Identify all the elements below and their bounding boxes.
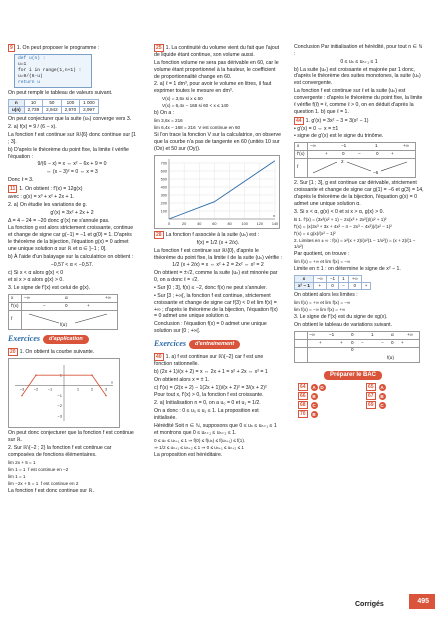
bac-answer-row (366, 392, 424, 400)
text: Si l'on trace la fonction V sur la calculatrice, on observe que la courbe n'a pas de tangente en 60 (unités 10 sur (Ox) et 50 sur (Oy)). (154, 132, 281, 152)
formula: lim f(x) = +∞ et lim f(x) = −∞ (294, 258, 351, 264)
y-tick-label: −3 (57, 413, 62, 419)
table-cell: 10 (24, 100, 43, 107)
x-axis-label: x (111, 379, 113, 385)
formula: −0,57 < α < −0,57. (50, 261, 94, 268)
text: La fonction f est donc continue sur ℝ. (8, 487, 95, 494)
bac-answer-letter: B (312, 411, 316, 417)
exercise-number: 44 (296, 117, 302, 124)
exercise-20 (8, 348, 136, 356)
var-value: α (65, 295, 68, 301)
exercise-25 (154, 44, 282, 59)
text: • g'(x) = 0 ⇔ x = ±1 (294, 125, 339, 132)
bac-answer-row (298, 410, 356, 418)
bac-answer-letter: D (320, 384, 324, 390)
table-cell: 1 000 (80, 100, 99, 107)
var-sign: − (381, 339, 384, 345)
var-sign: + (340, 339, 343, 345)
text: 3. Le signe de f'(x) est celui de g(x). (8, 285, 91, 292)
y-tick-label: −1 (57, 393, 62, 399)
text: La fonction f est continue sur ℝ\{6} donc continue sur [1 ; 3]. (8, 132, 136, 145)
x-tick-label: 120 (256, 221, 264, 226)
volume-chart (154, 155, 280, 229)
bac-answer-letter: A (380, 384, 384, 390)
limit-line (154, 125, 282, 131)
y-tick-label: 1 (59, 372, 62, 378)
table-cell: + (313, 282, 326, 289)
var-label: f (297, 164, 299, 170)
bac-exercise-number: 66 (300, 393, 306, 400)
table-cell: x (295, 275, 314, 282)
var-label: x (297, 143, 300, 149)
bac-answer-row (366, 401, 424, 409)
bac-exercise-number: 67 (368, 393, 374, 400)
var-label: x (11, 295, 14, 301)
var-value: −1 (329, 331, 335, 337)
formula: f'(x) = x g(x)/(x² − 1)² (294, 230, 336, 236)
code-line: return u (18, 80, 41, 86)
var-sign: 0 (65, 303, 68, 309)
band-label: Exercices (8, 334, 40, 344)
var-value: +∞ (407, 331, 413, 337)
formula: lim 2x + 5 = 1 (8, 459, 36, 465)
formula: f(x) = 1/2 (x + 2/x). (196, 239, 240, 246)
var-sign: + (325, 151, 328, 157)
formula: 2. Limites en ± ∞ : f(x) = x²(x + 2)/(x²(1 − 1/x²)) = (x + 2)/(1 − 1/x²) (294, 237, 416, 249)
x-tick-label: 40 (197, 221, 202, 226)
text: c) Si x < α alors g(x) < 0 (8, 269, 64, 276)
table-cell: n (9, 100, 25, 107)
table-cell: 100 (61, 100, 80, 107)
formula: ⇔ (x − 3)² = 0 ⇔ x = 3 (46, 169, 98, 176)
var-sign: 0 (376, 151, 379, 157)
text: 2. a) Initialisation n = 0, on a u₀ = 0 et u₁ = 1/2. (154, 400, 261, 407)
text: On obtient alors les limites : (294, 291, 358, 298)
text: avec : g(x) = x³ + x² + 2x + 1. (8, 194, 75, 201)
var-value: +∞ (403, 143, 409, 149)
formula: lim 1 = 1 (8, 473, 26, 479)
text: On peut conjecturer que la suite (uₙ) converge vers 3. (8, 116, 132, 123)
exercise-11 (8, 185, 136, 193)
bac-answer-letter: C (312, 402, 316, 408)
var-sign: 0 (342, 151, 345, 157)
code-block (14, 54, 92, 88)
limit-line (8, 474, 136, 480)
text: 1. On obtient : f'(x) = 12g(x) (19, 186, 83, 193)
text: et si x > α alors g(x) > 0. (8, 277, 64, 284)
x-tick-label: 1 (76, 386, 80, 392)
series-line (169, 161, 275, 219)
bac-exercise-number: 64 (300, 384, 306, 391)
text: • Sur [0 ; 3], f(x) ≤ −2, donc f(x) ne peut s'annuler. (154, 285, 268, 291)
y-tick-label: 300 (160, 193, 167, 198)
text: La proposition est héréditaire. (154, 451, 223, 458)
table-cell: 0 (326, 282, 338, 289)
table-cell: 2,997 (80, 107, 99, 114)
text: On a donc : 0 ≤ u₀ ≤ u₁ ≤ 1. La proposition est initialisée. (154, 408, 259, 422)
formula: lim −2x + 5 = 1 (8, 480, 39, 486)
x-tick-label: 2 (90, 386, 94, 392)
var-value: −6 (373, 170, 379, 176)
text: b) D'après le théorème du point fixe, la limite ℓ vérifie l'équation : (8, 146, 129, 160)
exercise-number: 28 (156, 231, 162, 238)
variation-arrows (309, 159, 413, 176)
exercise-number: 20 (10, 349, 16, 356)
x-tick-label: 80 (227, 221, 232, 226)
formula: 0 ≤ uₙ ≤ uₙ₊₁ ≤ 1 (340, 58, 378, 65)
text: Conclusion : l'équation f(x) = 0 admet une unique solution sur [0 ; +∞[. (154, 321, 267, 335)
y-tick-label: 700 (160, 161, 167, 166)
exercise-number: 11 (10, 186, 16, 193)
text: 2. Sur [1 ; 3], g est continue car dérivable, strictement croissante et change de signe car g(1) = −6 et g(3) = 14, d'après le théorème de la bijection, l'équation g(x) = 0 admet une unique solution α. (294, 180, 424, 207)
var-value: 1 (375, 143, 378, 149)
text: 2. a) ℓ = 1 dm³, pour avoir le volume en litres, il faut exprimer toutes le mesure en dm³. (154, 81, 272, 95)
text: • Sur [3 ; +∞[, la fonction f est continue, strictement croissante et change de signe car f(3) < 0 et lim f(x) = +∞ ; d'après le théorème de la bijection, l'équation f(x) = 0 admet une unique solution α. (154, 292, 278, 320)
formula: V(x) = 6,4x − 168 si 60 < x ≤ 140 (162, 103, 229, 109)
exercise-44 (294, 117, 424, 125)
var-sign: + (319, 339, 322, 345)
data-point (21, 395, 23, 397)
text: 1. g'(x) = 3x² − 3 = 3(x² − 1) (305, 117, 369, 124)
text: 1. a) f est continue sur ℝ\{−2} car f est une fonction rationnelle. (154, 354, 264, 368)
table-cell: u(n) (9, 107, 25, 114)
band-pill: d'application (43, 335, 89, 344)
band-pill: d'entrainement (189, 340, 240, 349)
text: 1. On peut proposer le programme : (16, 45, 100, 51)
exercise-number: 40 (156, 354, 162, 361)
var-value: −∞ (310, 143, 316, 149)
variation-table (8, 294, 118, 330)
bac-answer-letter: A (312, 384, 316, 390)
column-1 (8, 44, 136, 496)
text: b) La suite (uₙ) est croissante et majorée par 1 donc, d'après le théorème des suites monotones, la suite (uₙ) est convergente. (294, 66, 421, 87)
text: f est continue en 2 (40, 480, 79, 486)
formula: ⇒ 1/2 ≤ uₙ₊₁ ≤ uₙ₊₂ ≤ 1 ⇒ 0 ≤ uₙ₊₁ ≤ uₙ₊₂ ≤ 1 (154, 444, 244, 450)
data-point (35, 375, 37, 377)
text: Hérédité Soit n ∈ ℕ, supposons que 0 ≤ uₙ ≤ uₙ₊₁ ≤ 1 et montrons que 0 ≤ uₙ₊₁ ≤ uₙ₊₂ ≤ 1. (154, 422, 277, 436)
text: • signe de g'(x) est le signe du trinôme. (294, 133, 384, 140)
text: Par quotient, on trouve : (294, 250, 350, 257)
table-cell: + (361, 282, 371, 289)
table-cell: +∞ (348, 275, 361, 282)
text: La fonction volume ne sera pas dérivable en 60, car le volume étant proportionnel à la hauteur, le coefficient de proportionnalité change en 60. (154, 59, 279, 80)
text: 3. Le signe de f'(x) est du signe de xg(x). (294, 313, 388, 320)
text: 2. Sur ℝ\{−2 ; 2} la fonction f est continue car composées de fonctions élémentaires. (8, 444, 112, 458)
text: 1. On obtient la courbe suivante. (19, 349, 95, 356)
formula: V(x) = 3,6x si x ≤ 60 (162, 96, 203, 102)
text: La fonction f est continue sur ℓ et la suite (uₙ) est convergente : d'après le théorème du point fixe, la limite ℓ vérifie f(ℓ) = ℓ, comme ℓ > 0, on en déduit d'après la question 1. b) que ℓ = 1. (294, 88, 423, 115)
data-point (105, 395, 107, 397)
formula: lim 3,6x = 216 (154, 118, 183, 124)
formula: lim 1 = 1 (8, 466, 26, 472)
limit-line (8, 460, 136, 466)
text: 2. a) On étudie les variations de g. (8, 201, 88, 208)
text: V est continue en 60 (198, 125, 241, 131)
text: 2. a) f(x) = 9 / (6 − x). (8, 124, 57, 131)
table-cell: 50 (43, 100, 62, 107)
text: On peut remplir le tableau de valeurs suivant. (8, 90, 113, 97)
text: On obtient = ±√2, comme la suite (uₙ) est minorée par 0, on a donc ℓ = √2. (154, 270, 278, 284)
table-cell: −1 (326, 275, 338, 282)
y-tick-label: 500 (160, 177, 167, 182)
var-value: 2 (341, 159, 344, 165)
formula: lim 6,4x − 168 = 216 (154, 125, 196, 131)
limit-line (8, 481, 136, 487)
variation-table (294, 142, 416, 178)
y-tick-label: 600 (160, 169, 167, 174)
y-tick-label: 100 (160, 209, 167, 214)
volume-chart-svg (155, 156, 279, 228)
bac-answer-row (298, 383, 356, 391)
bac-answer-letter: C (380, 402, 384, 408)
section-band (8, 334, 136, 345)
curve-chart-1 (8, 358, 120, 428)
var-sign: + (391, 151, 394, 157)
formula: f'(x) = (x(3x³ + 3x + 4x² − 4 − 2x³ − 4x²))/(x² − 1)² (294, 223, 392, 229)
var-sign: − (361, 339, 364, 345)
text: On peut donc conjecturer que la fonction f est continue sur ℝ. (8, 430, 134, 444)
var-value: 0 (351, 331, 354, 337)
bac-answer-row (298, 392, 356, 400)
var-value: f(α) (387, 354, 394, 360)
exercise-40 (154, 353, 282, 368)
var-value: −∞ (24, 295, 30, 301)
limit-line (8, 467, 136, 473)
x-tick-label: −1 (47, 386, 53, 392)
bac-exercise-number: 68 (300, 402, 306, 409)
text: La fonction f associée à la suite (uₙ) est : (165, 231, 260, 238)
var-value: 0 (351, 346, 354, 352)
x-tick-label: 3 (104, 386, 108, 392)
curve-chart-svg (9, 359, 119, 427)
table-cell: − (339, 282, 349, 289)
bac-answer-letter: B (380, 393, 384, 399)
table-cell: −∞ (313, 275, 326, 282)
formula: 0 ≤ uₙ ≤ uₙ₊₁ ≤ 1 ⇒ f(0) ≤ f(uₙ) ≤ f(uₙ₊₁) ≤ f(1). (154, 437, 246, 443)
text: f est continue en −2 (28, 466, 69, 472)
table-cell: 0 (348, 282, 361, 289)
column-2 (154, 44, 282, 460)
formula: 1/2 (x + 2/x) = x ⇔ x² + 2 = 2x² ⇔ x² = 2 (172, 262, 264, 269)
x-tick-label: 60 (212, 221, 217, 226)
formula: g'(x) = 3x² + 2x + 2 (50, 209, 94, 216)
sign-table (294, 275, 371, 290)
var-label: f (11, 316, 13, 322)
text: La fonction g est alors strictement croissante, continue et change de signe car g(−1) = −1 et g(0) = 1. D'après le théorème de la bijection, l'équation g(x) = 0 admet une unique solution α sur ℝ et α ∈ ]−1 ; 0]. (8, 225, 134, 253)
text: On obtient alors x = ± 1. (154, 376, 210, 383)
prepare-bac-title: Préparer le BAC (324, 371, 382, 381)
x-tick-label: −2 (33, 386, 39, 392)
column-3 (294, 44, 424, 418)
text: Limite en ± 1 : on détermine le signe de x² − 1. (294, 265, 401, 272)
section-band (154, 339, 282, 350)
exercise-9 (8, 44, 136, 52)
var-sign: 0 (391, 339, 394, 345)
exercise-number: 9 (10, 45, 13, 51)
var-value: f(α) (60, 322, 67, 328)
code-line: for i in range(1,n+1) : (18, 68, 82, 74)
var-value: +∞ (105, 295, 111, 301)
var-value: −1 (341, 143, 347, 149)
footer-title: Corrigés (355, 601, 384, 608)
text: b) On a : (154, 110, 175, 117)
table-cell: 2,942 (43, 107, 62, 114)
variation-table-2 (294, 331, 420, 363)
y-tick-label: 400 (160, 185, 167, 190)
table-cell: 2,739 (24, 107, 43, 114)
x-tick-label: 140 (271, 221, 279, 226)
code-line: def u(n) : (18, 56, 46, 61)
code-line: u=1 (18, 62, 27, 68)
table-cell: 2,970 (61, 107, 80, 114)
text: On obtient le tableau de variations suivant. (294, 321, 393, 328)
text: 1. La continuité du volume vient du fait que l'ajout de liquide étant continue, son volume aussi. (154, 45, 280, 58)
var-sign: + (87, 303, 90, 309)
bac-answer-row (298, 401, 356, 409)
y-tick-label: −2 (57, 403, 62, 409)
formula: lim f(x) = −∞ lim f(x) = +∞ (294, 306, 346, 312)
bac-answers (298, 383, 424, 418)
formula: b) (2x + 1)/(x + 2) = x ⇔ 2x + 1 = x² + 2x ⇔ x² = 1 (154, 368, 268, 375)
var-value: −∞ (309, 331, 315, 337)
var-sign: + (401, 339, 404, 345)
bac-exercise-number: 69 (368, 402, 374, 409)
var-sign: 0 (351, 339, 354, 345)
bac-exercise-number: 65 (368, 384, 374, 391)
table-cell: x² − 1 (295, 282, 314, 289)
text: La fonction f est continue sur ℝ\{0}, d'après le théorème du point fixe, la limite ℓ de la suite (uₙ) vérifie : (154, 247, 283, 261)
x-tick-label: −3 (19, 386, 25, 392)
text: Pour tout x, f'(x) > 0, la fonction f est croissante. (154, 392, 264, 399)
bac-exercise-number: 70 (300, 411, 306, 418)
formula: lim f(x) = +∞ et lim f(x) = −∞ (294, 299, 351, 305)
text: Conclusion Par initialisation et hérédité, pour tout n ∈ ℕ : (294, 44, 423, 57)
exercise-28 (154, 231, 282, 239)
page-number: 495 (409, 594, 435, 609)
values-table (8, 99, 99, 114)
code-line: u=9/(6-u) (18, 74, 43, 80)
formula: c) f'(x) = (2(x + 2) − 1(2x + 1))/(x + 2)² = 3/(x + 2)² (154, 384, 267, 391)
var-label: f'(x) (11, 303, 19, 309)
bac-answer-letter: B (312, 393, 316, 399)
bac-answer-row (366, 383, 424, 391)
var-label: f'(x) (297, 151, 305, 157)
table-cell: 1 (339, 275, 349, 282)
x-axis-label: x (273, 212, 275, 218)
var-value: α (391, 331, 394, 337)
x-tick-label: 100 (241, 221, 248, 226)
y-tick-label: 200 (160, 201, 167, 206)
text: Donc ℓ = 3. (8, 177, 34, 184)
band-label: Exercices (154, 339, 186, 349)
data-point (91, 375, 93, 377)
formula: B 1. f'(x) = (3x²(x² + 1) − 2x(x³ + 2x²))/(x² + 1)² (294, 216, 387, 222)
text: b) À l'aide d'un balayage sur la calculatrice on obtient : (8, 253, 134, 260)
var-sign: − (43, 303, 46, 309)
variation-arrows (23, 311, 117, 328)
text: Δ = 4 − 24 = −20 donc g'(x) ne s'annule pas. (8, 217, 110, 224)
x-tick-label: 0 (167, 221, 171, 226)
text: 3. Si x < α, g(x) < 0 et si x > α, g(x) > 0. (294, 208, 384, 215)
exercise-number: 25 (156, 45, 162, 51)
var-value: 1 (371, 331, 374, 337)
x-tick-label: 20 (182, 221, 187, 226)
formula: 9/(6 − x) = x ⇔ x² − 6x + 9 = 0 (37, 161, 107, 168)
var-sign: − (358, 151, 361, 157)
